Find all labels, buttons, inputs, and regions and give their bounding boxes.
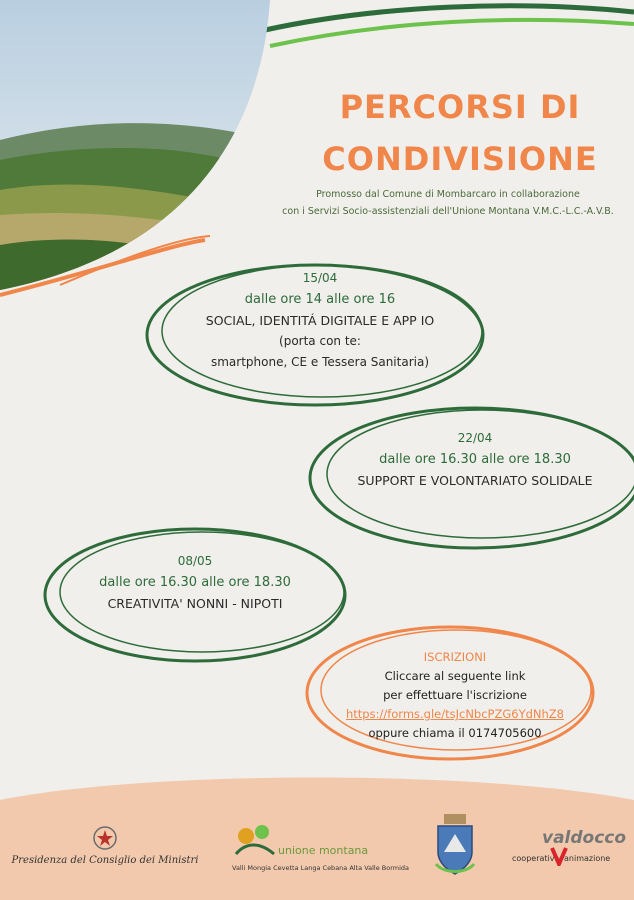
presidenza-logo: [10, 825, 200, 866]
registration-line-1: Cliccare al seguente link: [384, 669, 526, 683]
subtitle-line-1: Promosso dal Comune di Mombarcaro in collaborazione: [316, 189, 580, 200]
subtitle-line-2: con i Servizi Socio-assistenziali dell'Unione Montana V.M.C.-L.C.-A.V.B.: [282, 206, 614, 217]
subtitle: [262, 186, 634, 220]
valdocco-name: valdocco: [542, 828, 627, 848]
registration-heading: ISCRIZIONI: [423, 650, 487, 664]
title-line-1: PERCORSI DI: [339, 88, 581, 126]
title-line-2: CONDIVISIONE: [322, 140, 598, 178]
event-2-time: dalle ore 16.30 alle ore 18.30: [379, 452, 571, 467]
event-3-date: 08/05: [177, 554, 213, 568]
event-1-date: 15/04: [302, 271, 338, 285]
event-3-time: dalle ore 16.30 alle ore 18.30: [99, 575, 291, 590]
valdocco-sub: animazione: [564, 854, 611, 863]
event-2-date: 22/04: [457, 431, 493, 445]
event-3: [50, 551, 340, 614]
event-1-note-1: (porta con te:: [279, 334, 361, 348]
comune-crest-icon: [430, 812, 480, 882]
registration: [320, 648, 590, 743]
registration-line-2: per effettuare l'iscrizione: [383, 688, 527, 702]
valdocco-logo: [512, 828, 632, 873]
event-2: [320, 428, 630, 491]
event-3-activity: CREATIVITA' NONNI - NIPOTI: [107, 596, 283, 611]
unione-montana-icon: [232, 820, 278, 860]
event-1: [165, 268, 475, 373]
registration-phone: oppure chiama il 0174705600: [368, 726, 542, 740]
valdocco-coop: cooperativa: [512, 854, 560, 863]
event-2-activity: SUPPORT E VOLONTARIATO SOLIDALE: [357, 473, 593, 488]
event-1-time: dalle ore 14 alle ore 16: [244, 292, 396, 307]
event-1-activity: SOCIAL, IDENTITÁ DIGITALE E APP IO: [205, 313, 435, 328]
valdocco-mark-icon: [550, 844, 568, 866]
unione-montana-sub: Valli Mongia Cevetta Langa Cebana Alta Valle Bormida: [232, 864, 410, 872]
registration-link[interactable]: https://forms.gle/tsJcNbcPZG6YdNhZ8: [345, 707, 565, 721]
italian-emblem-icon: [92, 825, 118, 851]
presidenza-text: Presidenza del Consiglio dei Ministri: [11, 855, 199, 866]
event-1-note-2: smartphone, CE e Tessera Sanitaria): [210, 355, 430, 369]
unione-montana-name: unione montana: [278, 844, 369, 857]
